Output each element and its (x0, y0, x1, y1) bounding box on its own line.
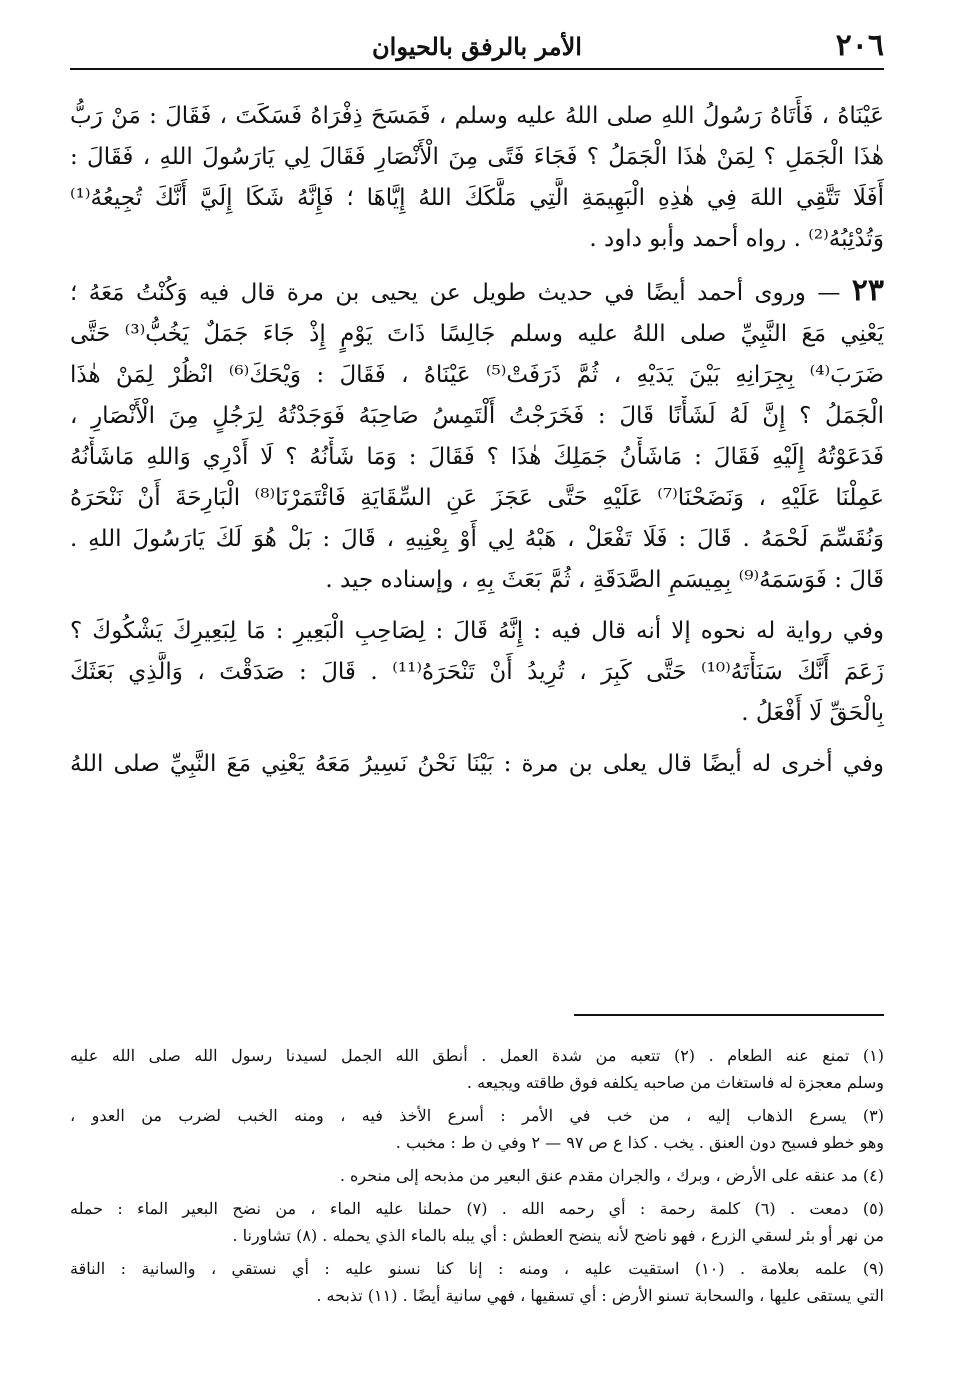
text-line: وَتُدْئِبُهُ⁽²⁾ . رواه أحمد وأبو داود . (589, 226, 884, 252)
page-header (70, 26, 884, 70)
footnote-line: التي يستقى عليها ، والسحابة تسنو الأرض : أي تسقيها ، فهي سانية أيضًا . (١١) تذبحه . (316, 1286, 884, 1305)
text-line: زَعَمَ أَنَّكَ سَنَأْتَهُ⁽¹⁰⁾ حَتَّى كَبِرَ ، تُرِيدُ أَنْ تَنْحَرَهُ⁽¹¹⁾ . قَالَ : صَدَقْتَ ، وَالَّذِي بَعَثَكَ (70, 659, 884, 685)
footnote (70, 1042, 884, 1096)
footnotes (70, 1042, 884, 1309)
footnote (70, 1195, 884, 1249)
footnote-line: من نهر أو بئر لسقي الزرع ، فهو ناضح لأنه ينضح العطش : أي يبله بالماء الذي يحمله . (٨) تشاورنا . (232, 1226, 884, 1245)
text-line: أَفَلَا تَتَّقِي اللهَ فِي هٰذِهِ الْبَهِيمَةِ الَّتِي مَلَّكَكَ اللهُ إِيَّاهَا ؛ فَإِنَّهُ شَكَا إِلَيَّ أَنَّكَ تُجِيعُهُ⁽¹⁾ (70, 185, 884, 211)
text-line: يَعْنِي مَعَ النَّبِيِّ صلى اللهُ عليه وسلم جَالِسًا ذَاتَ يَوْمٍ إِذْ جَاءَ جَمَلٌ يَخُبُّ⁽³⁾ حَتَّى (70, 321, 884, 347)
footnote-line: (٩) علمه بعلامة . (١٠) استقيت عليه ، ومنه : إنا كنا نسنو عليه : أي نستقي ، والسانية : الناقة (70, 1259, 884, 1278)
text-line: وَنُقَسِّمَ لَحْمَهُ . قَالَ : فَلَا تَفْعَلْ ، هَبْهُ لِي أَوْ بِعْنِيهِ ، قَالَ : بَلْ هُوَ لَكَ يَارَسُولَ اللهِ . (70, 526, 884, 552)
footnote-line: وسلم معجزة له فاستغاث من صاحبه يكلفه فوق طاقته ويجيعه . (466, 1073, 884, 1092)
text-line: قَالَ : فَوَسَمَهُ⁽⁹⁾ بِمِيسَمِ الصَّدَقَةِ ، ثُمَّ بَعَثَ بِهِ ، وإسناده جيد . (325, 567, 884, 593)
main-text (70, 96, 884, 785)
paragraph (70, 744, 884, 785)
text-line: عَمِلْنَا عَلَيْهِ ، وَنَضَحْنَا⁽⁷⁾ عَلَيْهِ حَتَّى عَجَزَ عَنِ السِّقَايَةِ فَائْتَمَرْنَا⁽⁸⁾ الْبَارِحَةَ أَنْ نَنْحَرَهُ (70, 485, 884, 511)
footnote (70, 1255, 884, 1309)
footnote-rule (574, 1014, 884, 1016)
text-line: عَيْنَاهُ ، فَأَتَاهُ رَسُولُ اللهِ صلى اللهُ عليه وسلم ، فَمَسَحَ ذِفْرَاهُ فَسَكَتَ ، فَقَالَ : مَنْ رَبُّ (70, 103, 884, 129)
footnote (70, 1162, 884, 1189)
footnote (70, 1102, 884, 1156)
footnote-line: (١) تمنع عنه الطعام . (٢) تتعبه من شدة العمل . أنطق الله الجمل لسيدنا رسول الله صلى الله عليه (70, 1046, 884, 1065)
text-line: وفي رواية له نحوه إلا أنه قال فيه : إِنَّهُ قَالَ : لِصَاحِبِ الْبَعِيرِ : مَا لِبَعِيرِكَ يَشْكُوكَ ؟ (70, 618, 884, 644)
footnote-line: (٥) دمعت . (٦) كلمة رحمة : أي رحمه الله . (٧) حملنا عليه الماء ، من نضح البعير الماء : حمله (70, 1199, 884, 1218)
text-line: ضَرَبَ⁽⁴⁾ بِجِرَانِهِ بَيْنَ يَدَيْهِ ، ثُمَّ ذَرَفَتْ⁽⁵⁾ عَيْنَاهُ ، فَقَالَ : وَيْحَكَ⁽⁶⁾ انْظُرْ لِمَنْ هٰذَا (70, 362, 884, 388)
text-line: هٰذَا الْجَمَلِ ؟ لِمَنْ هٰذَا الْجَمَلُ ؟ فَجَاءَ فَتًى مِنَ الْأَنْصَارِ فَقَالَ لِي يَارَسُولَ اللهِ ، فَقَالَ : (70, 144, 884, 170)
paragraph (70, 96, 884, 260)
paragraph (70, 270, 884, 601)
footnote-line: (٣) يسرع الذهاب إليه ، من خب في الأمر : أسرع الأخذ فيه ، ومنه الخبب لضرب من العدو ، (70, 1106, 884, 1125)
footnote-line: (٤) مد عنقه على الأرض ، وبرك ، والجران مقدم عنق البعير من مذبحه إلى منحره . (339, 1166, 884, 1185)
header-rule (70, 68, 884, 70)
running-title: الأمر بالرفق بالحيوان (372, 32, 582, 61)
text-line: وفي أخرى له أيضًا قال يعلى بن مرة : بَيْنَا نَحْنُ نَسِيرُ مَعَهُ يَعْنِي مَعَ النَّبِيِّ صلى اللهُ (70, 751, 884, 777)
footnote-line: وهو خطو فسيح دون العنق . يخب . كذا ع ص ٩٧ — ٢ وفي ن ط : مخبب . (395, 1133, 884, 1152)
text-line: الْجَمَلُ ؟ إِنَّ لَهُ لَشَأْنًا قَالَ : فَخَرَجْتُ أَلْتَمِسُ صَاحِبَهُ فَوَجَدْتُهُ لِرَجُلٍ مِنَ الْأَنْصَارِ ، (70, 403, 884, 429)
text-line-content: — وروى أحمد أيضًا في حديث طويل عن يحيى بن مرة قال فيه وَكُنْتُ مَعَهُ ؛ (70, 280, 841, 306)
hadith-number: ٢٣ (851, 273, 884, 308)
text-line: فَدَعَوْتُهُ إِلَيْهِ فَقَالَ : مَاشَأْنُ جَمَلِكَ هٰذَا ؟ فَقَالَ : وَمَا شَأْنُهُ ؟ لَا أَدْرِي وَاللهِ مَاشَأْنُهُ (70, 444, 884, 470)
paragraph (70, 611, 884, 734)
text-line: بِالْحَقِّ لَا أَفْعَلُ . (741, 700, 884, 726)
text-line (70, 270, 884, 314)
page-number: ٢٠٦ (835, 28, 884, 63)
